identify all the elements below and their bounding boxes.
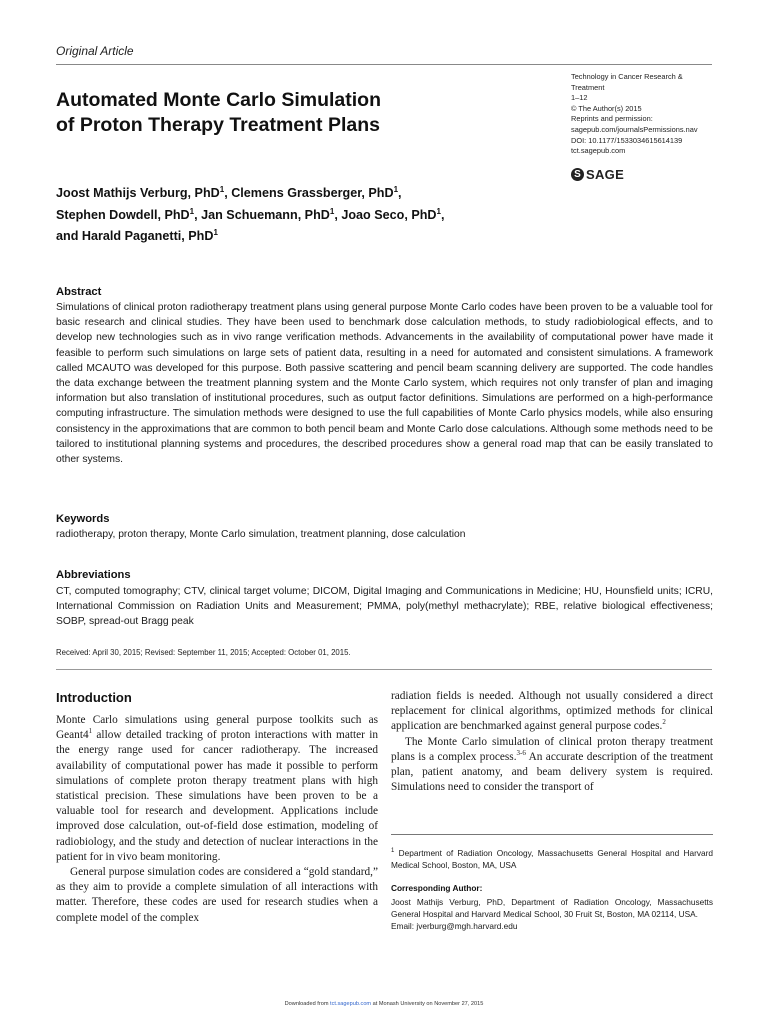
section-divider <box>56 669 712 670</box>
title-line-1: Automated Monte Carlo Simulation <box>56 89 382 111</box>
body-column-left <box>56 713 378 926</box>
author-name: , Clemens Grassberger, PhD <box>224 186 394 201</box>
sage-logo <box>571 165 624 183</box>
sage-logo-text: SAGE <box>586 166 625 182</box>
author-line-1 <box>56 181 526 203</box>
author-affiliation-marker: 1 <box>329 206 335 216</box>
abbreviations-heading: Abbreviations <box>56 569 131 581</box>
citation-ref[interactable]: 1 <box>88 727 93 736</box>
body-column-right <box>391 689 713 795</box>
article-title <box>56 88 486 138</box>
keywords-text: radiotherapy, proton therapy, Monte Carlo simulation, treatment planning, dose calculation <box>56 529 466 540</box>
download-notice <box>0 1001 768 1007</box>
journal-reprints: Reprints and permission: <box>571 114 653 124</box>
intro-paragraph-1 <box>56 713 378 865</box>
abstract-heading: Abstract <box>56 286 102 298</box>
affiliation-footnote <box>391 845 713 871</box>
author-name: , Jan Schuemann, PhD <box>194 207 330 222</box>
paragraph-text: The Monte Carlo simulation of clinical proton therapy treatment plans is a complex process. <box>391 735 713 763</box>
download-link[interactable]: tct.sagepub.com <box>330 1001 372 1007</box>
corresponding-author-heading: Corresponding Author: <box>391 883 483 893</box>
paragraph-text: An accurate description of the treatment plan, patient anatomy, and beam delivery system is required. Simulations need to consider the transport of <box>391 750 713 794</box>
journal-pages: 1–12 <box>571 93 588 103</box>
author-list <box>56 181 526 246</box>
author-line-3 <box>56 224 526 246</box>
author-separator: , <box>398 186 402 201</box>
article-type-label: Original Article <box>56 44 134 58</box>
download-prefix: Downloaded from <box>284 1001 331 1007</box>
author-name: Stephen Dowdell, PhD <box>56 207 190 222</box>
intro-paragraph-2: General purpose simulation codes are considered a “gold standard,” as they aim to provide a complete simulation of all interactions with matter. Therefore, these codes are used for research studies when a complete model of the complex <box>56 866 378 924</box>
header-divider <box>56 64 712 65</box>
author-affiliation-marker: 1 <box>213 228 218 238</box>
journal-site-link[interactable]: tct.sagepub.com <box>571 146 626 156</box>
paragraph-text: Monte Carlo simulations using general purpose toolkits such as Geant4 <box>56 714 378 742</box>
footnote-divider <box>391 834 713 835</box>
journal-info <box>571 72 721 157</box>
journal-permissions-link[interactable]: sagepub.com/journalsPermissions.nav <box>571 124 698 134</box>
download-suffix: at Monash University on November 27, 2015 <box>371 1001 484 1007</box>
author-name: , Joao Seco, PhD <box>334 207 437 222</box>
corresponding-author-address: Joost Mathijs Verburg, PhD, Department of Radiation Oncology, Massachusetts General Hospital and Harvard Medical School, 30 Fruit St, Boston, MA 02114, USA. <box>391 897 713 919</box>
title-line-2: of Proton Therapy Treatment Plans <box>56 114 380 136</box>
citation-ref[interactable]: 2 <box>662 718 666 727</box>
introduction-heading: Introduction <box>56 690 132 705</box>
author-affiliation-marker: 1 <box>189 206 195 216</box>
author-affiliation-marker: 1 <box>219 185 225 194</box>
affiliation-text: Department of Radiation Oncology, Massachusetts General Hospital and Harvard Medical School, Boston, MA, USA <box>391 847 714 870</box>
author-line-2 <box>56 203 526 225</box>
abbreviations-text: CT, computed tomography; CTV, clinical target volume; DICOM, Digital Imaging and Communications in Medicine; HU, Hounsfield units; ICRU, International Commission on Radiation Units and Measurement; PMMA, poly(methyl methacrylate); RBE, relative biological effectiveness; SOBP, spread-out Bragg peak <box>56 586 713 628</box>
affiliation-marker: 1 <box>391 848 395 854</box>
intro-paragraph-4 <box>391 735 713 796</box>
corresponding-author-email[interactable]: Email: jverburg@mgh.harvard.edu <box>391 921 518 931</box>
intro-paragraph-3 <box>391 689 713 735</box>
received-dates: Received: April 30, 2015; Revised: September 11, 2015; Accepted: October 01, 2015. <box>56 648 351 657</box>
keywords-heading: Keywords <box>56 513 110 525</box>
journal-copyright: © The Author(s) 2015 <box>571 103 642 113</box>
author-separator: , <box>440 207 445 222</box>
paragraph-text: allow detailed tracking of proton interactions with matter in the energy range used for cancer radiotherapy. The increased availability of computational power has made it possible to perform simulations of complete proton therapy treatment plans with high statistical precision. These simulations have been proven to be a valuable tool for research and development. Applications include improved dose calculation, out-of-field dose estimation, modeling of radiobiology, and the study and detection of nuclear interactions in the patient for in vivo beam monitoring. <box>56 729 378 863</box>
paragraph-text: radiation fields is needed. Although not usually considered a direct replacement for clinical algorithms, optimized methods for clinical application are benchmarked against general purpose codes. <box>391 690 713 733</box>
abstract-text: Simulations of clinical proton radiotherapy treatment plans using general purpose Monte Carlo codes have been proven to be a valuable tool for basic research and clinical studies. They have been used to benchmark dose calculation methods, to study radiobiological effects, and to develop new technologies such as in vivo range verification methods. Advancements in the availability of computational power have made it feasible to perform such simulations on large sets of patient data, resulting in a need for automated and consistent simulations. A framework called MCAUTO was developed for this purpose. Both passive scattering and pencil beam scanning delivery are supported. The code handles the data exchange between the treatment planning system and the Monte Carlo system, which requires not only transfer of plan and imaging information but also translation of institutional procedures, such as output factor definitions. Simulations are performed on a high-performance computing infrastructure. The simulation methods were designed to use the full capabilities of Monte Carlo physics models, while also ensuring consistency in the approximations that are common to both pencil beam and Monte Carlo dose calculations. Although some methods need to be tailored to institutional planning systems and procedures, the described procedures show a general road map that can be easily translated to other systems. <box>56 302 713 466</box>
journal-name-line1: Technology in Cancer Research & <box>571 72 683 81</box>
citation-ref[interactable]: 3-6 <box>516 749 526 758</box>
author-affiliation-marker: 1 <box>436 206 441 216</box>
author-name: and Harald Paganetti, PhD <box>56 229 214 244</box>
journal-doi[interactable]: DOI: 10.1177/1533034615614139 <box>571 135 683 145</box>
author-name: Joost Mathijs Verburg, PhD <box>56 186 220 201</box>
author-affiliation-marker: 1 <box>393 185 399 194</box>
corresponding-author-details <box>391 896 713 932</box>
journal-name-line2: Treatment <box>571 82 605 92</box>
sage-logo-icon: S <box>571 168 584 181</box>
